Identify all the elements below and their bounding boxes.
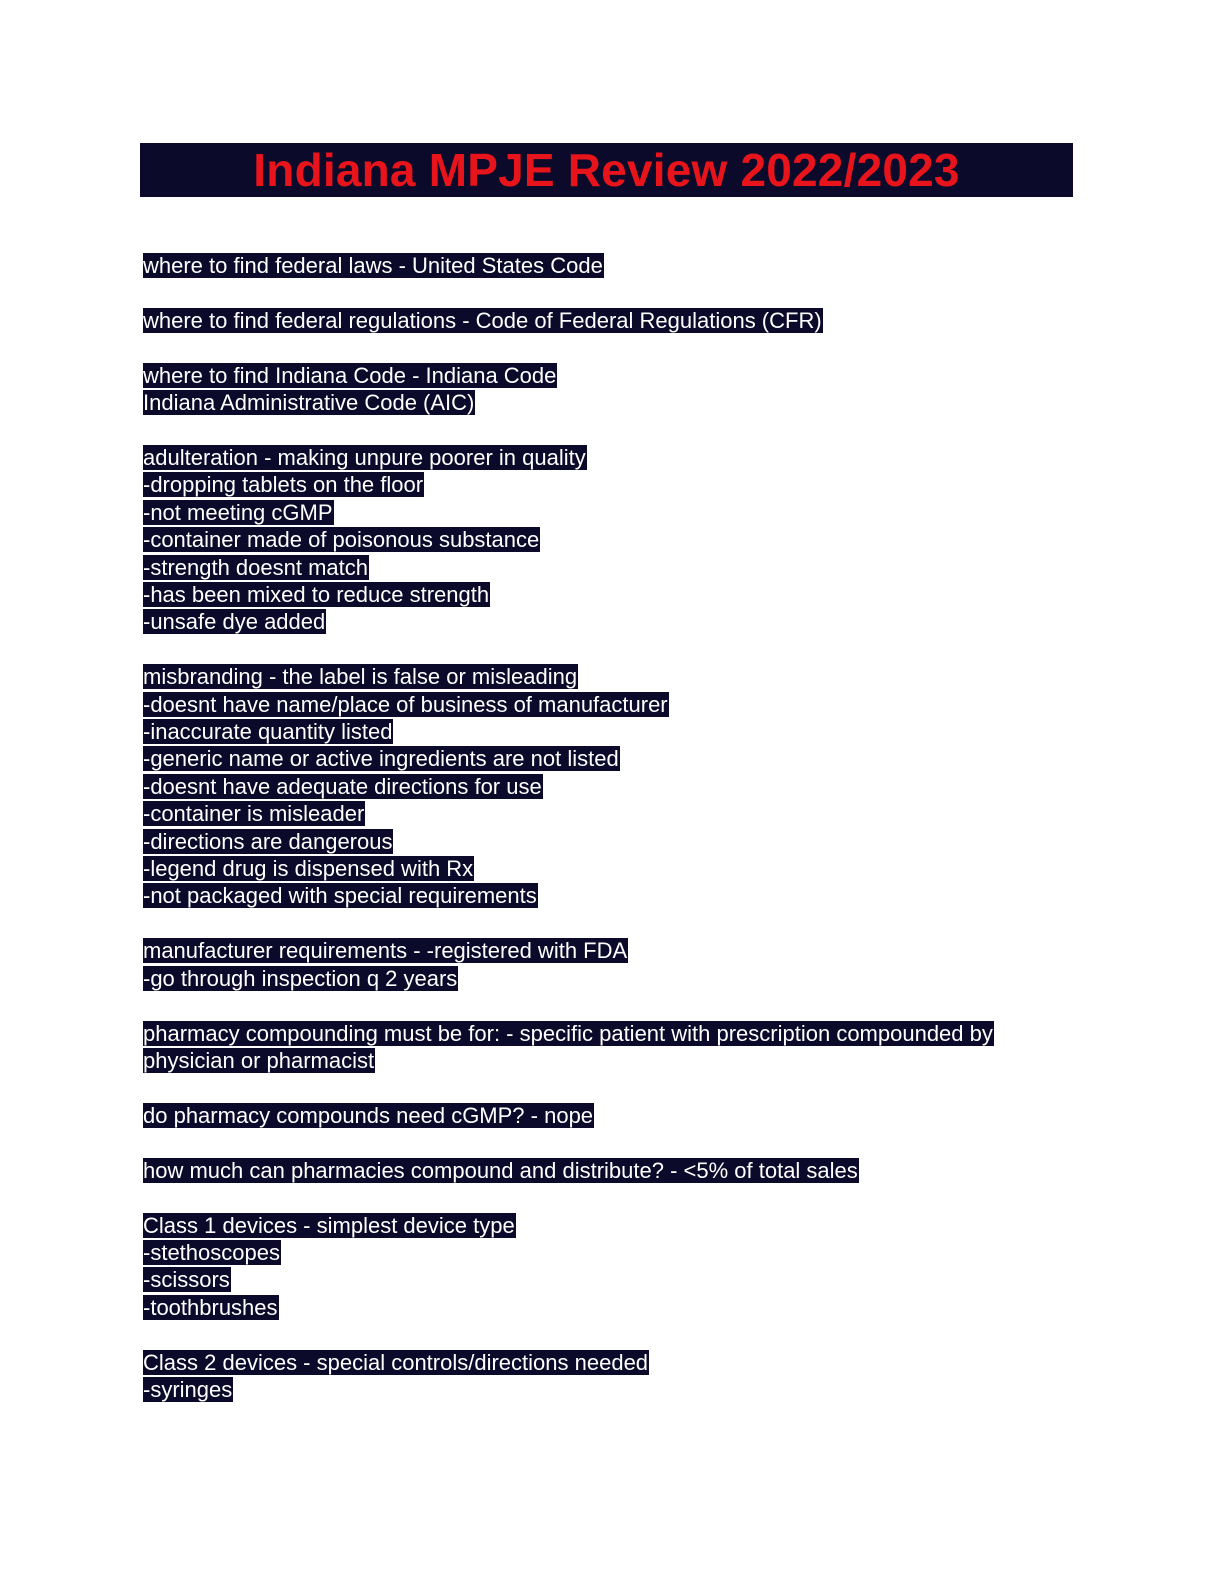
entry-federal-regulations <box>143 307 1068 334</box>
entry-line: -inaccurate quantity listed <box>143 719 393 745</box>
entry-manufacturer-requirements <box>143 937 1068 992</box>
entry-line: -stethoscopes <box>143 1240 280 1266</box>
entry-line: -go through inspection q 2 years <box>143 965 458 991</box>
entry-line: how much can pharmacies compound and distribute? - <5% of total sales <box>143 1157 858 1183</box>
entry-line: where to find Indiana Code - Indiana Code <box>143 362 557 388</box>
entry-line: -generic name or active ingredients are not listed <box>143 746 619 772</box>
entry-line: where to find federal regulations - Code of Federal Regulations (CFR) <box>143 307 822 333</box>
entry-adulteration <box>143 444 1068 636</box>
entry-line: misbranding - the label is false or misleading <box>143 664 578 690</box>
entry-line: -not meeting cGMP <box>143 499 333 525</box>
title-banner <box>140 143 1073 197</box>
entry-line: -has been mixed to reduce strength <box>143 582 490 608</box>
entry-line: -strength doesnt match <box>143 554 369 580</box>
entry-line: -legend drug is dispensed with Rx <box>143 856 474 882</box>
entry-line: -not packaged with special requirements <box>143 883 537 909</box>
entry-indiana-code <box>143 362 1068 417</box>
entry-line: -syringes <box>143 1377 233 1403</box>
entry-pharmacy-compounding <box>143 1020 1068 1075</box>
entry-line: manufacturer requirements - -registered with FDA <box>143 938 628 964</box>
entry-federal-laws <box>143 252 1068 279</box>
page-title: Indiana MPJE Review 2022/2023 <box>253 144 960 196</box>
entry-line: -container is misleader <box>143 801 365 827</box>
entry-compound-distribute <box>143 1157 1068 1184</box>
entry-line: -doesnt have adequate directions for use <box>143 773 542 799</box>
entry-line: -toothbrushes <box>143 1294 278 1320</box>
entry-compounds-cgmp <box>143 1102 1068 1129</box>
entry-line: Class 1 devices - simplest device type <box>143 1212 515 1238</box>
entry-line: -container made of poisonous substance <box>143 527 540 553</box>
entry-line: physician or pharmacist <box>143 1047 375 1073</box>
entry-class-2-devices <box>143 1349 1068 1404</box>
entry-line: Indiana Administrative Code (AIC) <box>143 390 475 416</box>
entry-line: where to find federal laws - United States Code <box>143 253 603 278</box>
entry-class-1-devices <box>143 1212 1068 1322</box>
entry-line: -scissors <box>143 1267 230 1293</box>
entry-line: -doesnt have name/place of business of manufacturer <box>143 691 668 717</box>
entry-line: pharmacy compounding must be for: - specific patient with prescription compounded by <box>143 1020 993 1046</box>
entry-line: -dropping tablets on the floor <box>143 472 424 498</box>
entry-line: -directions are dangerous <box>143 828 393 854</box>
entry-line: do pharmacy compounds need cGMP? - nope <box>143 1102 594 1128</box>
entry-line: -unsafe dye added <box>143 609 326 635</box>
entry-misbranding <box>143 663 1068 910</box>
flashcard-list <box>143 252 1068 1431</box>
entry-line: adulteration - making unpure poorer in quality <box>143 445 586 471</box>
entry-line: Class 2 devices - special controls/directions needed <box>143 1349 649 1375</box>
